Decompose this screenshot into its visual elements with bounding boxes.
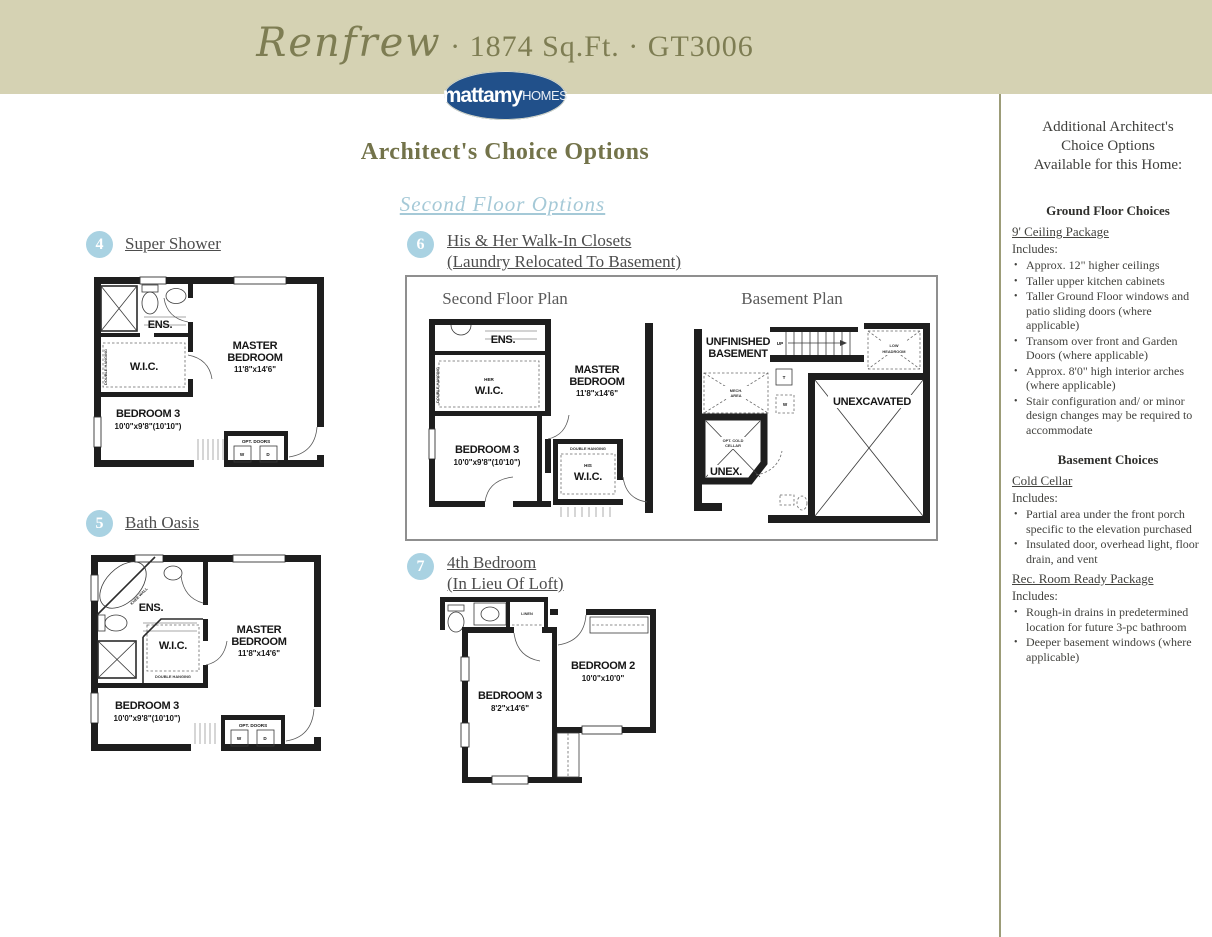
floorplan-closets-second bbox=[425, 315, 655, 522]
sidebar bbox=[1012, 118, 1204, 665]
ens-label: ENS. bbox=[147, 319, 173, 331]
list-item: • Rough-in drains in predetermined location for future 3-pc bathroom bbox=[1012, 605, 1204, 634]
floorplan-super-shower bbox=[88, 267, 338, 479]
logo-brand-text: mattamy bbox=[442, 83, 523, 107]
cold-cellar bbox=[702, 417, 782, 481]
logo-suffix-text: HOMES bbox=[522, 88, 568, 103]
low-headroom-label-1: LOW bbox=[889, 343, 899, 348]
bed3-dims: 10'0"x9'8"(10'10") bbox=[114, 422, 182, 431]
list-item: • Taller upper kitchen cabinets bbox=[1012, 274, 1204, 289]
chase-notch bbox=[557, 733, 579, 777]
double-hanging-label: DOUBLE HANGING bbox=[570, 446, 606, 451]
master-label-1: MASTER bbox=[574, 364, 620, 376]
list-item: • Partial area under the front porch specific to the elevation purchased bbox=[1012, 507, 1204, 536]
stair-hatch bbox=[561, 507, 610, 517]
master-label-2: BEDROOM bbox=[227, 352, 283, 364]
option-4-badge: 4 bbox=[86, 231, 113, 258]
knee-wall-label: KNEE WALL bbox=[129, 586, 149, 606]
linen-label: LINEN bbox=[521, 611, 533, 616]
his-wic bbox=[553, 439, 623, 505]
option-6-plan-box bbox=[405, 275, 938, 541]
svg-text:D: D bbox=[266, 452, 270, 457]
header-band bbox=[0, 0, 1212, 94]
ground-floor-choices-heading: Ground Floor Choices bbox=[1046, 203, 1170, 218]
wic-label: W.I.C. bbox=[158, 640, 188, 652]
floorplan-bath-oasis bbox=[85, 545, 335, 763]
stair-hatch bbox=[198, 439, 223, 460]
stairs bbox=[777, 332, 850, 355]
low-headroom bbox=[868, 331, 920, 369]
opt-cold-cellar-label-1: OPT. COLD bbox=[722, 438, 744, 443]
master-label-2: BEDROOM bbox=[231, 636, 287, 648]
list-item: • Approx. 8'0" high interior arches (where applicable) bbox=[1012, 364, 1204, 393]
rec-room-bullets bbox=[1012, 605, 1204, 664]
his-label: HIS bbox=[584, 463, 592, 468]
closet-bedroom2 bbox=[590, 617, 648, 633]
plan-specs: · 1874 Sq.Ft. · GT3006 bbox=[441, 30, 754, 63]
list-item: • Approx. 12" higher ceilings bbox=[1012, 258, 1204, 273]
rough-in-fixtures bbox=[768, 495, 810, 523]
unex-label: UNEX. bbox=[709, 466, 743, 478]
unexcavated-label: UNEXCAVATED bbox=[833, 396, 911, 408]
her-wic bbox=[435, 361, 539, 407]
option-6-label: His & Her Walk-In Closets (Laundry Relocated To Basement) bbox=[447, 231, 682, 271]
her-label: HER bbox=[484, 377, 494, 382]
ensuite-fixtures bbox=[101, 285, 186, 331]
list-item: • Deeper basement windows (where applicable) bbox=[1012, 635, 1204, 664]
unfinished-label-2: BASEMENT bbox=[708, 348, 768, 360]
option-7-badge: 7 bbox=[407, 553, 434, 580]
svg-text:T: T bbox=[782, 375, 786, 380]
page-header-title bbox=[0, 20, 1010, 66]
opt-doors-label: OPT. DOORS bbox=[238, 723, 268, 728]
bed2-dims: 10'0"x10'0" bbox=[581, 674, 625, 683]
utility-boxes bbox=[776, 369, 794, 413]
plan-name: Renfrew bbox=[256, 20, 442, 66]
master-label-1: MASTER bbox=[232, 340, 278, 352]
master-dims: 11'8"x14'6" bbox=[233, 365, 277, 374]
svg-text:W: W bbox=[239, 452, 245, 457]
floorplan-basement bbox=[690, 315, 932, 530]
option-4-label: Super Shower bbox=[125, 234, 221, 253]
basement-plan-title: Basement Plan bbox=[741, 289, 843, 308]
second-floor-plan-title: Second Floor Plan bbox=[442, 289, 568, 308]
sidebar-title: Additional Architect's Choice Options Available for this Home: bbox=[1033, 119, 1183, 173]
page-title: Architect's Choice Options bbox=[360, 139, 650, 165]
stair-hatch bbox=[195, 723, 215, 744]
master-label-2: BEDROOM bbox=[569, 376, 625, 388]
svg-text:D: D bbox=[263, 736, 267, 741]
doors bbox=[514, 615, 586, 661]
bed3-dims: 8'2"x14'6" bbox=[490, 704, 530, 713]
unfinished-label-1: UNFINISHED bbox=[705, 336, 771, 348]
list-item: • Stair configuration and/ or minor design changes may be required to accommodate bbox=[1012, 394, 1204, 438]
double-hanging-vertical: DOUBLE HANGING bbox=[435, 367, 440, 403]
ens-label: ENS. bbox=[138, 602, 164, 614]
mech-label-1: MECH. bbox=[729, 388, 743, 393]
mech-area bbox=[704, 373, 768, 413]
option-5-badge: 5 bbox=[86, 510, 113, 537]
low-headroom-label-2: HEADROOM bbox=[882, 349, 906, 354]
ceiling-package-link: 9' Ceiling Package bbox=[1012, 224, 1109, 239]
rec-room-ready-link: Rec. Room Ready Package bbox=[1012, 571, 1154, 586]
mattamy-homes-logo bbox=[444, 71, 566, 120]
linen-closet bbox=[510, 597, 548, 627]
bed3-dims: 10'0"x9'8"(10'10") bbox=[453, 458, 521, 467]
bed3-label: BEDROOM 3 bbox=[115, 700, 179, 712]
opt-cold-cellar-label-2: CELLAR bbox=[725, 443, 741, 448]
her-wic-label: W.I.C. bbox=[474, 385, 504, 397]
option-6-badge: 6 bbox=[407, 231, 434, 258]
walls bbox=[94, 277, 324, 467]
double-hanging-label: DOUBLE HANGING bbox=[155, 674, 191, 679]
mech-label-2: AREA bbox=[730, 393, 742, 398]
wic-label: W.I.C. bbox=[129, 361, 159, 373]
walls bbox=[429, 319, 653, 513]
ens-label: ENS. bbox=[490, 334, 516, 346]
bed3-label: BEDROOM 3 bbox=[455, 444, 519, 456]
includes-label: Includes: bbox=[1012, 491, 1058, 505]
bed3-dims: 10'0"x9'8"(10'10") bbox=[113, 714, 181, 723]
bath-partial bbox=[440, 597, 532, 632]
option-7-label: 4th Bedroom (In Lieu Of Loft) bbox=[447, 553, 564, 593]
opt-doors-label: OPT. DOORS bbox=[241, 439, 271, 444]
master-dims: 11'8"x14'6" bbox=[575, 389, 619, 398]
svg-text:W: W bbox=[236, 736, 242, 741]
master-label-1: MASTER bbox=[236, 624, 282, 636]
list-item: • Taller Ground Floor windows and patio sliding doors (where applicable) bbox=[1012, 289, 1204, 333]
unexcavated-room bbox=[808, 373, 930, 523]
ensuite-fixtures bbox=[91, 553, 197, 678]
floorplan-fourth-bedroom bbox=[440, 597, 690, 797]
section-title: Second Floor Options bbox=[399, 192, 606, 216]
list-item: • Transom over front and Garden Doors (where applicable) bbox=[1012, 334, 1204, 363]
includes-label: Includes: bbox=[1012, 242, 1058, 256]
master-dims: 11'8"x14'6" bbox=[237, 649, 281, 658]
bed3-label: BEDROOM 3 bbox=[478, 690, 542, 702]
cold-cellar-bullets bbox=[1012, 507, 1204, 566]
list-item: • Insulated door, overhead light, floor drain, and vent bbox=[1012, 537, 1204, 566]
double-hanging-label: DOUBLE HANGING bbox=[103, 349, 108, 385]
svg-text:W: W bbox=[782, 402, 788, 407]
up-label: UP bbox=[776, 341, 784, 346]
includes-label: Includes: bbox=[1012, 589, 1058, 603]
option-5-label: Bath Oasis bbox=[125, 513, 200, 532]
cold-cellar-link: Cold Cellar bbox=[1012, 473, 1073, 488]
basement-choices-heading: Basement Choices bbox=[1057, 452, 1159, 467]
vertical-divider bbox=[999, 94, 1001, 937]
his-wic-label: W.I.C. bbox=[573, 471, 603, 483]
ground-floor-bullets bbox=[1012, 258, 1204, 437]
bed2-label: BEDROOM 2 bbox=[571, 660, 635, 672]
bed3-label: BEDROOM 3 bbox=[116, 408, 180, 420]
